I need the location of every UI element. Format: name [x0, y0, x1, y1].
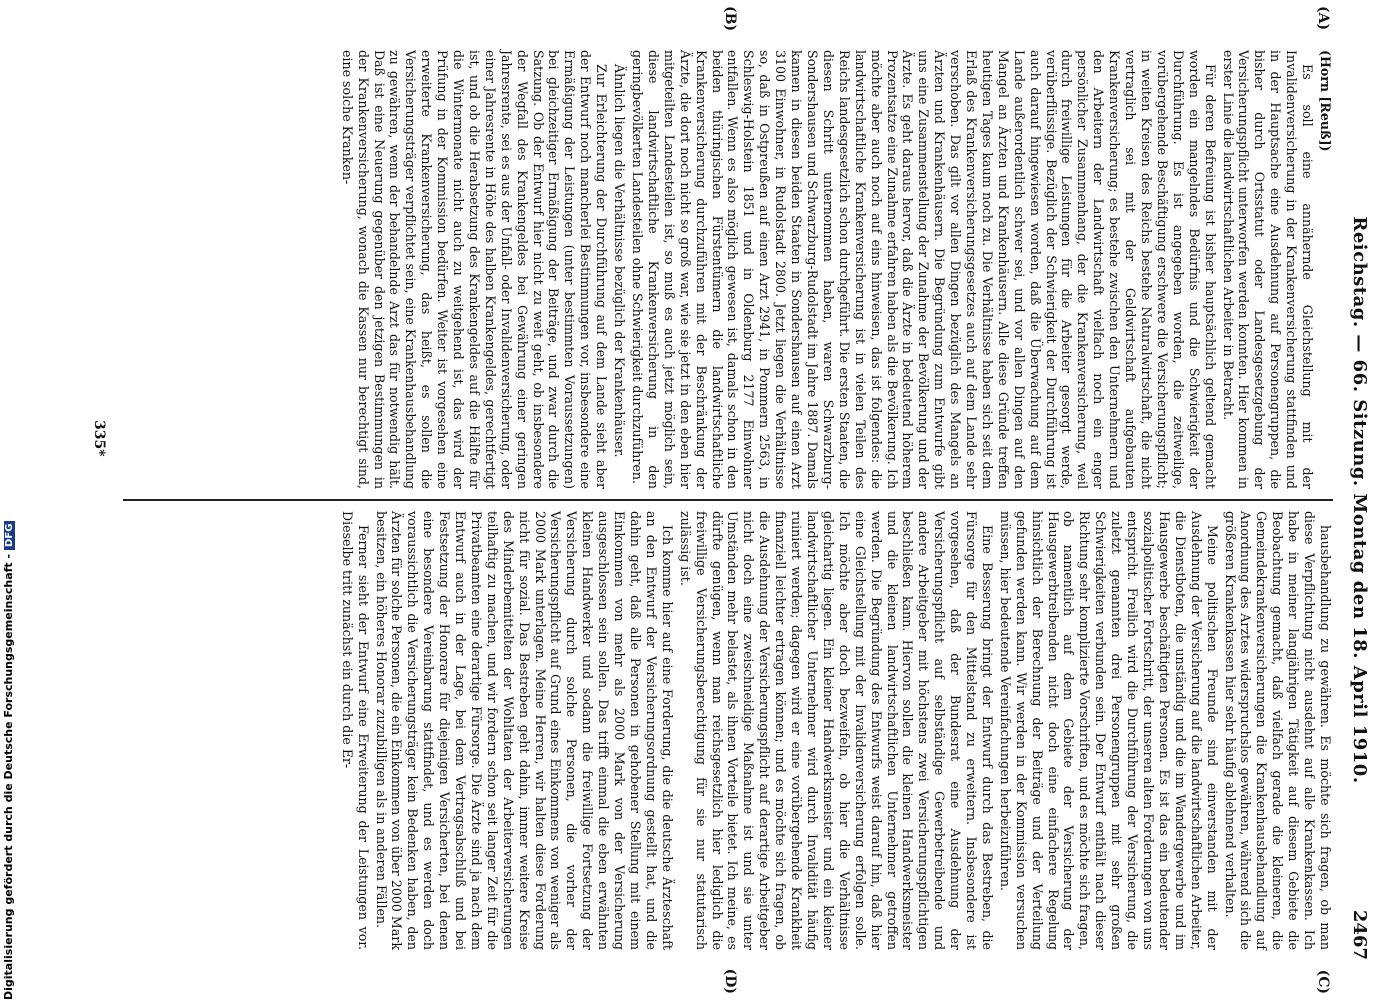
speaker-name: (Horn [Reuß])	[1318, 50, 1333, 152]
margin-letter-a: (A)	[1315, 6, 1331, 31]
margin-letter-b: (B)	[722, 6, 738, 32]
paragraph: hausbehandlung zu gewähren. Es möchte sich fragen, ob man diese Verpflichtung nicht ausdehnt auf alle Krankenkassen. Ich habe in meiner langjährigen Tätigkeit auf diesem Gebiete die Beobachtung gemacht, daß vielfach gerade die kleineren, die Gemeindekrankenversicherungen die Krankenhausbehandlung auf Anordnung des Arztes widerspruchslos gewähren, während sich die größeren Krankenkassen hier sehr häufig ablehnend verhalten.	[1222, 511, 1333, 950]
side-note	[2, 0, 24, 1000]
paragraph: Ähnlich liegen die Verhältnisse bezüglich der Krankenhäuser.	[612, 64, 628, 458]
paragraph: Es soll eine annähernde Gleichstellung mit der Invalidenversicherung in der Krankenversicherung stattfinden und in der Hauptsache eine Ausdehnung auf Personengruppen, die bisher durch Ortsstatut oder Landesgesetzgebung der Versicherungspflicht unterworfen werden konnten. Hier kommen in erster Linie die landwirtschaftlichen Arbeiter in Betracht.	[1220, 50, 1316, 489]
paragraph: Ich komme hier auf eine Forderung, die die deutsche Ärzteschaft an den Entwurf der Versicherungsordnung gestellt hat, und die dahin geht, daß alle Personen in gehobener Stellung mit einem Einkommen von mehr als 2000 Mark von der Versicherung ausgeschlossen sein sollen. Das trifft einmal die eben erwähnten kleinen Handwerker und sodann die freiwillige Fortsetzung der Versicherung durch solche Personen, die vorher der Versicherungspflicht auf Grund eines Einkommens von weniger als 2000 Mark unterlagen. Meine Herren, wir halten diese Forderung nicht für sozial. Das Bestreben geht dahin, immer weitere Kreise des Minderbemittelten der Wohltaten der Arbeiterversicherungen teilhaftig zu machen, und wir fordern schon seit langer Zeit für die Privatbeamten eine derartige Fürsorge. Die Ärzte sind ja nach dem Entwurf auch in der Lage, bei dem Vertragsabschluß und bei Festsetzung der Honorare für diejenigen Versicherten, bei denen eine besondere Vereinbarung stattfindet, und es werden doch voraussichtlich die Versicherungsträger kein Bedenken haben, den Ärzten für solche Personen, die ein Einkommen von über 2000 Mark besitzen, ein höheres Honorar zuzubilligen als in anderen Fällen.	[373, 511, 675, 950]
right-column	[123, 501, 1333, 960]
document-page	[83, 0, 1383, 1000]
page-title: Reichstag. — 66. Sitzung. Montag den 18. April 1910.	[1349, 216, 1371, 784]
paragraph: Meine politischen Freunde sind einverstanden mit der Ausdehnung der Versicherung auf die landwirtschaftlichen Arbeiter, die Dienstboten, die unständig und die im Wandergewerbe und im Hausgewerbe beschäftigten Personen. Es ist das ein bedeutender sozialpolitischer Fortschritt, der unseren alten Forderungen von uns entspricht. Freilich wird die Durchführung der Versicherung, die zuletzt genannten drei Personengruppen mit sehr großen Schwierigkeiten verbunden sein. Der Entwurf enthält nach dieser Richtung sehr komplizierte Vorschriften, und es möchte sich fragen, ob namentlich auf dem Gebiete der Versicherung der Hausgewerbtreibenden nicht doch eine einfachere Regelung hinsichtlich der Berechnung der Beiträge und der Verteilung gefunden werden kann. Wir werden in der Kommission versuchen müssen, hier bedeutende Vereinfachungen herbeizuführen.	[997, 511, 1220, 950]
margin-letter-c: (C)	[1315, 969, 1331, 994]
side-note-text	[2, 521, 15, 1000]
paragraph: Ferner sieht der Entwurf eine Erweiterung der Leistungen vor. Dieselbe tritt zunächst ein durch die Er-	[339, 511, 371, 950]
page-number: 2467	[1349, 909, 1371, 960]
paragraph: Zur Erleichterung der Durchführung auf dem Lande sieht aber der Entwurf noch mancherlei Bestimmungen vor, insbesondere eine Ermäßigung der Leistungen (unter bestimmten Voraussetzungen) bei gleichzeitiger Ermäßigung der Beiträge, und zwar durch die Satzung. Ob der Entwurf hier nicht zu weit geht, ob insbesondere der Wegfall des Krankengeldes bei Gewährung einer geringen Jahresrente, sei es aus der Unfall- oder Invalidenversicherung, oder einer Jahresrente in Höhe des halben Krankengeldes, gerechtfertigt ist, und ob die Herabsetzung des Krankengeldes auf die Hälfte für die Wintermonate nicht auch zu weitgehend ist, das wird der Prüfung in der Kommission bedürfen. Weiter ist vorgesehen eine erweiterte Krankenversicherung, das heißt, es sollen die Versicherungsträger verpflichtet sein, eine Krankenhausbehandlung zu gewähren, wenn der behandelnde Arzt das für notwendig hält. Daß ist eine Neuerung gegenüber den jetzigen Bestimmungen in der Krankenversicherung, wonach die Kassen nur berechtigt sind, eine solche Kranken-	[339, 50, 610, 489]
dfg-logo: DFG	[4, 521, 15, 550]
sheet-signature: 335*	[91, 420, 107, 457]
digitization-credit: Digitalisierung gefördert durch die Deutsche Forschungsgemeinschaft -	[2, 553, 15, 1000]
paragraph: Eine Besserung bringt der Entwurf durch das Bestreben, die Fürsorge für den Mittelstand zu erweitern. Insbesondere ist vorgesehen, daß der Bundesrat eine Ausdehnung der Versicherungspflicht auf selbständige Gewerbetreibende und andere Arbeitgeber mit höchstens zwei Versicherungspflichtigen beschließen kann. Hiervon sollen die kleinen Handwerksmeister und die kleinen landwirtschaftlichen Unternehmer getroffen werden. Die Begründung des Entwurfs weist darauf hin, daß hier eine Gleichstellung mit der Invalidenversicherung erfolgen solle. Ich möchte aber doch bezweifeln, ob hier die Verhältnisse gleichartig liegen. Ein kleiner Handwerksmeister und ein kleiner landwirtschaftlicher Unternehmer wird durch Invalidität häufig ruiniert werden; dagegen wird er eine vorübergehende Krankheit finanziell leichter ertragen können; und es möchte sich fragen, ob die Ausdehnung der Versicherungspflicht auf derartige Arbeitgeber nicht doch eine zweischneidige Maßnahme ist und sie unter Umständen mehr belastet, als ihnen Vorteile bietet. Ich meine, es dürfte genügen, wenn man reichsgesetzlich hier lediglich die freiwillige Versicherungsberechtigung für sie nur statutarisch zulässig ist.	[677, 511, 995, 950]
paragraph: Für deren Befreiung ist bisher hauptsächlich geltend gemacht worden ein mangelndes Bedürfnis und die Schwierigkeit der Durchführung. Es ist angegeben worden, die zeitweilige, vorübergehende Beschäftigung erschwere die Versicherungspflicht; in weiten Kreisen des Reichs bestehe Naturalwirtschaft, die nicht vertraglich sei mit der Geldwirtschaft aufgebauten Krankenversicherung; es bestehe zwischen den Unternehmern und den Arbeitern der Landwirtschaft vielfach noch ein enger persönlicher Zusammenhang, der die Krankenversicherung, weil durch freiwillige Leistungen für die Arbeiter gesorgt werde, verüberflüssige. Bezüglich der Schwierigkeit der Durchführung ist auch darauf hingewiesen worden, daß die Überwachung auf dem Lande außerordentlich schwer sei, und vor allen Dingen auf den Mangel an Ärzten und Krankenhäusern. Alle diese Gründe treffen heutigen Tages kaum noch zu. Die Verhältnisse haben sich seit dem Erlaß des Krankenversicherungsgesetzes auch auf dem Lande sehr verschoben. Das gilt vor allen Dingen bezüglich des Mangels an Ärzten und Krankenhäusern. Die Begründung zum Entwurfe gibt uns eine Zusammenstellung der Zunahme der Bevölkerung und der Ärzte. Es geht daraus hervor, daß die Ärzte in bedeutend höherem Prozentsatze eine Zunahme erfahren haben als die Bevölkerung. Ich möchte aber auch noch auf eins hinweisen, das ist folgendes: die landwirtschaftliche Krankenversicherung ist in vielen Teilen des Reichs landesgesetzlich schon durchgeführt. Die ersten Staaten, die diesen Schritt unternommen haben, waren Schwarzburg-Sondershausen und Schwarzburg-Rudolstadt im Jahre 1887. Damals kamen in diesen beiden Staaten in Sondershausen auf einen Arzt 3100 Einwohner, in Rudolstadt 2800. Jetzt liegen die Verhältnisse so, daß in Ostpreußen auf einen Arzt 2941, in Pommern 2563, in Schleswig-Holstein 1851 und in Oldenburg 2177 Einwohner entfallen. Wenn es also möglich gewesen ist, damals schon in den beiden thüringischen Fürstentümern die landwirtschaftliche Krankenversicherung durchzuführen mit der Beschränkung der Ärzte, die dort noch nicht so groß war, wie sie jetzt in den eben hier mitgeteilten Landesteilen ist, so muß es auch jetzt möglich sein, diese landwirtschaftliche Krankenversicherung in den geringbevölkerten Landesteilen ohne Schwierigkeit durchzuführen.	[630, 50, 1218, 489]
page-header	[1345, 40, 1375, 960]
text-columns	[123, 40, 1333, 960]
margin-letter-d: (D)	[722, 968, 738, 994]
left-column	[123, 40, 1333, 499]
